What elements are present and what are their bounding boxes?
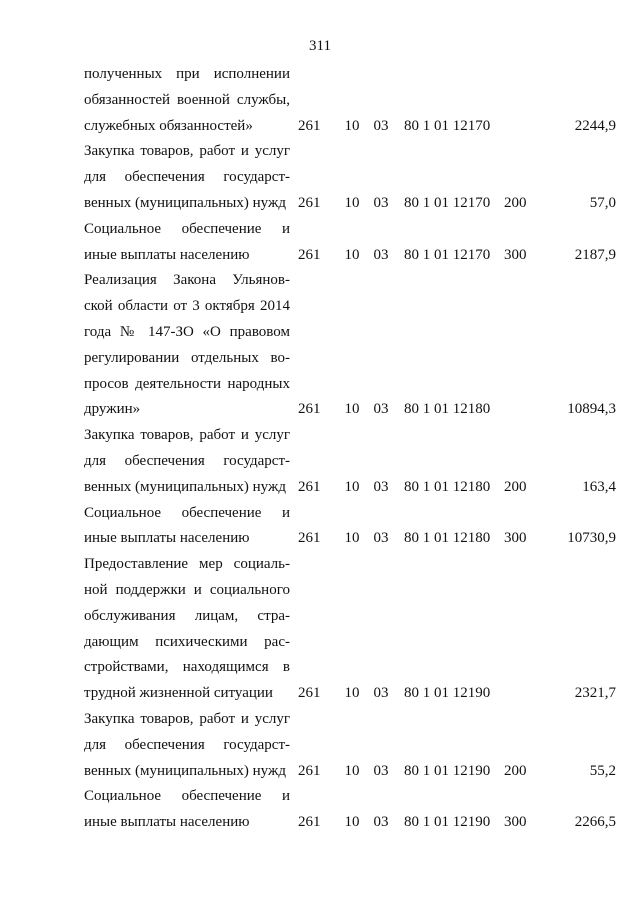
description-line: полученных при исполнении [84, 66, 290, 82]
cell-section: 10 [344, 246, 360, 263]
cell-expense-type: 300 [504, 814, 527, 831]
table-row [84, 139, 616, 216]
cell-grbs: 261 [298, 117, 321, 134]
description-line: Социальное обеспечение и [84, 788, 290, 805]
row-description [84, 268, 290, 423]
cell-target-article: 80 1 01 12170 [404, 194, 491, 211]
cell-amount: 2321,7 [574, 685, 616, 702]
cell-subsection: 03 [373, 814, 389, 831]
description-line: Социальное обеспечение и [84, 220, 290, 237]
cell-target-article: 80 1 01 12190 [404, 685, 491, 702]
cell-subsection: 03 [373, 762, 389, 779]
description-line: Закупка товаров, работ и услуг [84, 710, 290, 727]
cell-amount: 10730,9 [567, 530, 616, 547]
cell-target-article: 80 1 01 12170 [404, 117, 491, 134]
description-line: Социальное обеспечение и [84, 504, 290, 521]
cell-target-article: 80 1 01 12190 [404, 814, 491, 831]
table-row [84, 552, 616, 707]
description-line: Закупка товаров, работ и услуг [84, 143, 290, 160]
table-row [84, 217, 616, 269]
cell-section: 10 [344, 478, 360, 495]
cell-section: 10 [344, 814, 360, 831]
cell-expense-type: 200 [504, 194, 527, 211]
cell-expense-type: 200 [504, 478, 527, 495]
description-line: служебных обязанностей» [84, 117, 253, 134]
description-line: дружин» [84, 401, 141, 418]
cell-section: 10 [344, 194, 360, 211]
description-line: иные выплаты населению [84, 530, 250, 547]
table-row [84, 423, 616, 500]
cell-expense-type [504, 62, 544, 139]
description-line: Закупка товаров, работ и услуг [84, 427, 290, 444]
row-description [84, 707, 290, 784]
table-row [84, 62, 616, 139]
cell-amount: 163,4 [582, 478, 616, 495]
budget-table [84, 62, 616, 836]
cell-grbs: 261 [298, 401, 321, 418]
description-line: обслуживания лицам, стра- [84, 607, 290, 624]
cell-subsection: 03 [373, 401, 389, 418]
description-line: для обеспечения государст- [84, 736, 290, 753]
page-number: 311 [309, 38, 331, 54]
cell-section: 10 [344, 530, 360, 547]
cell-amount: 2266,5 [574, 814, 616, 831]
cell-expense-type: 200 [504, 762, 527, 779]
description-line: венных (муниципальных) нужд [84, 478, 286, 495]
cell-grbs: 261 [298, 814, 321, 831]
cell-grbs: 261 [298, 530, 321, 547]
cell-expense-type: 300 [504, 246, 527, 263]
cell-grbs: 261 [298, 685, 321, 702]
cell-target-article: 80 1 01 12180 [404, 478, 491, 495]
row-description [84, 552, 290, 707]
row-description [84, 423, 290, 500]
cell-target-article: 80 1 01 12170 [404, 246, 491, 263]
budget-table-body [84, 62, 616, 836]
description-line: регулировании отдельных во- [84, 349, 290, 366]
row-description [84, 217, 290, 269]
cell-subsection: 03 [373, 194, 389, 211]
description-line: иные выплаты населению [84, 246, 250, 263]
cell-grbs: 261 [298, 762, 321, 779]
description-line: для обеспечения государст- [84, 169, 290, 186]
cell-subsection: 03 [373, 478, 389, 495]
row-description [84, 62, 290, 139]
cell-section: 10 [344, 685, 360, 702]
cell-amount: 2187,9 [574, 246, 616, 263]
description-line: ной поддержки и социального [84, 581, 290, 598]
cell-grbs: 261 [298, 478, 321, 495]
description-line: венных (муниципальных) нужд [84, 762, 286, 779]
description-line: стройствами, находящимся в [84, 659, 290, 676]
cell-subsection: 03 [373, 530, 389, 547]
description-line: ской области от 3 октября 2014 [84, 298, 290, 315]
cell-amount: 2244,9 [574, 117, 616, 134]
cell-grbs: 261 [298, 246, 321, 263]
row-description [84, 139, 290, 216]
description-line: года № 147-ЗО «О правовом [84, 323, 290, 340]
cell-amount: 57,0 [589, 194, 616, 211]
description-line: обязанностей военной службы, [84, 91, 290, 108]
cell-subsection: 03 [373, 246, 389, 263]
cell-expense-type: 300 [504, 530, 527, 547]
cell-expense-type [504, 552, 544, 707]
description-line: иные выплаты населению [84, 814, 250, 831]
cell-target-article: 80 1 01 12180 [404, 530, 491, 547]
cell-grbs: 261 [298, 194, 321, 211]
description-line: дающим психическими рас- [84, 633, 290, 650]
row-description [84, 784, 290, 836]
cell-section: 10 [344, 762, 360, 779]
cell-expense-type [504, 268, 544, 423]
cell-section: 10 [344, 401, 360, 418]
cell-amount: 55,2 [589, 762, 616, 779]
table-row [84, 501, 616, 553]
table-row [84, 707, 616, 784]
row-description [84, 501, 290, 553]
table-row [84, 784, 616, 836]
description-line: Реализация Закона Ульянов- [84, 272, 290, 289]
cell-target-article: 80 1 01 12180 [404, 401, 491, 418]
description-line: Предоставление мер социаль- [84, 556, 290, 573]
cell-amount: 10894,3 [567, 401, 616, 418]
description-line: просов деятельности народных [84, 375, 290, 392]
table-row [84, 268, 616, 423]
cell-subsection: 03 [373, 685, 389, 702]
description-line: для обеспечения государст- [84, 452, 290, 469]
cell-section: 10 [344, 117, 360, 134]
description-line: венных (муниципальных) нужд [84, 194, 286, 211]
cell-subsection: 03 [373, 117, 389, 134]
cell-target-article: 80 1 01 12190 [404, 762, 491, 779]
description-line: трудной жизненной ситуации [84, 685, 273, 702]
